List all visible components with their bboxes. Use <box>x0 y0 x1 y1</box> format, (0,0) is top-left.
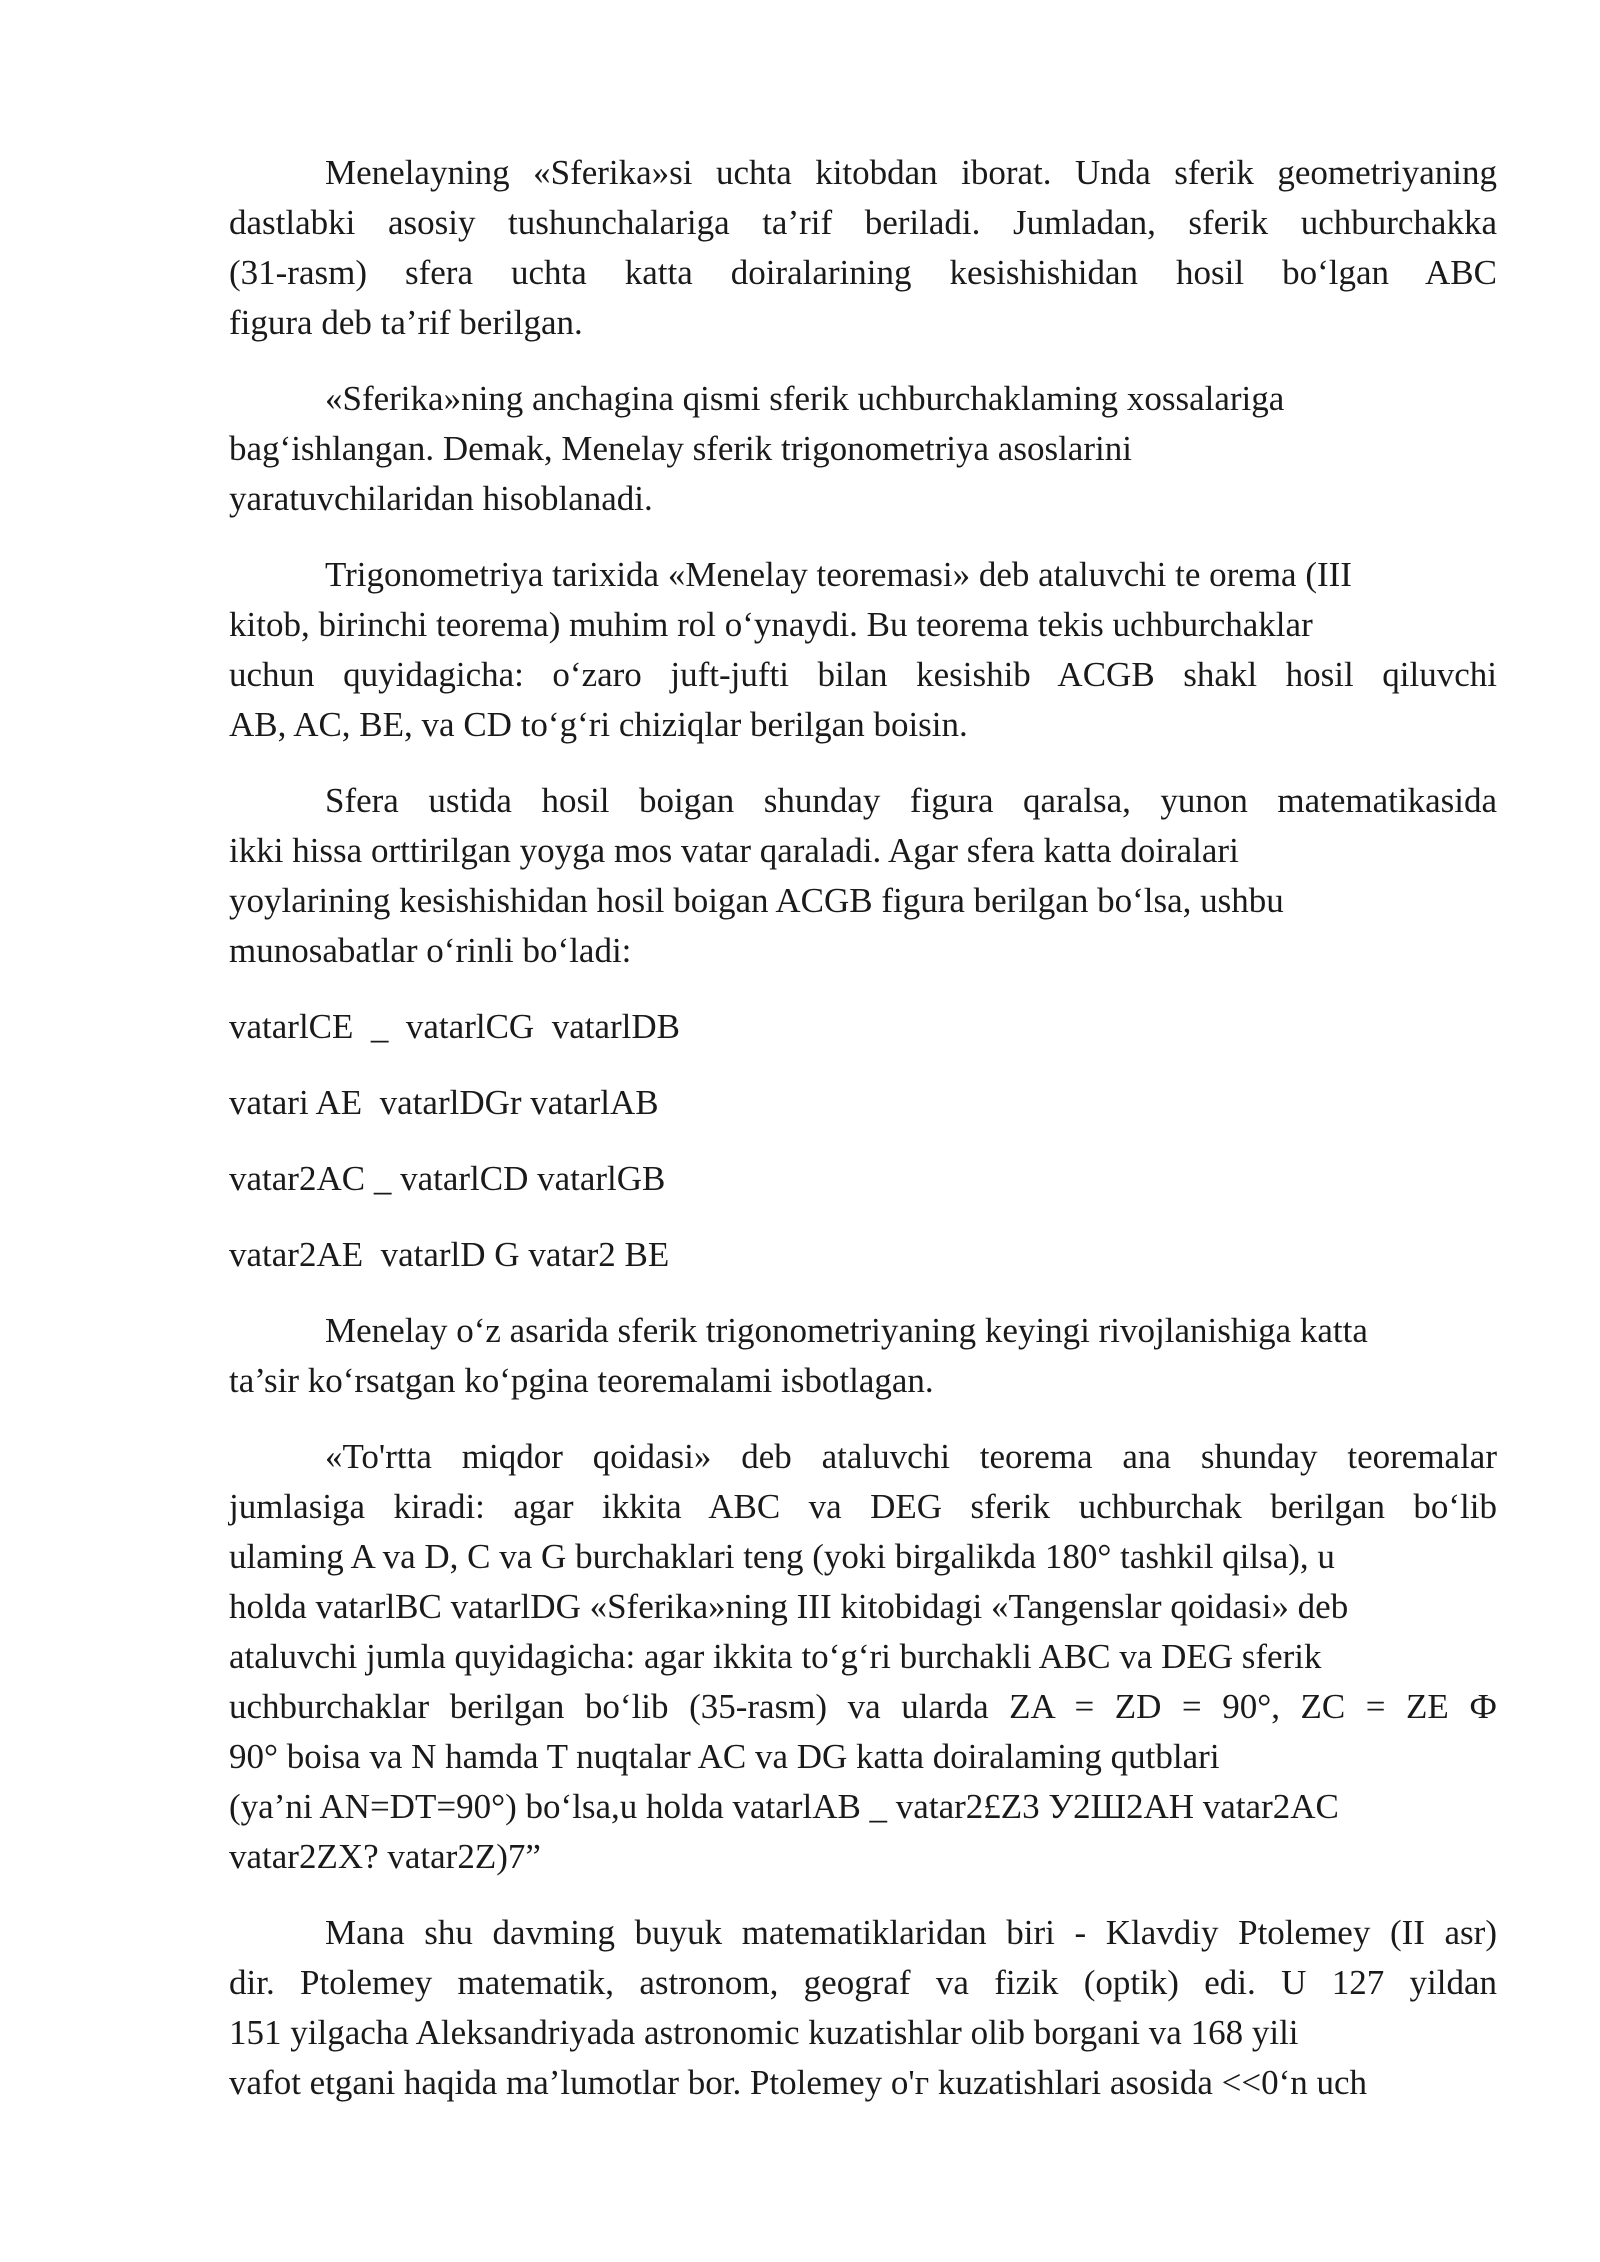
text-line: bag‘ishlangan. Demak, Menelay sferik trigonometriya asoslarini <box>229 429 1132 468</box>
paragraph-6 <box>229 1432 1497 1882</box>
text-line: uchun quyidagicha: o‘zaro juft-jufti bilan kesishib ACGB shakl hosil qiluvchi <box>229 655 1497 694</box>
paragraph-1 <box>229 148 1497 348</box>
text-line: 151 yilgacha Aleksandriyada astronomic kuzatishlar olib borgani va 168 yili <box>229 2013 1299 2052</box>
text-line: vatar2ZX? vatar2Z)7” <box>229 1837 541 1876</box>
text-line: 90° boisa va N hamda T nuqtalar AC va DG katta doiralaming qutblari <box>229 1737 1220 1776</box>
text-line: ataluvchi jumla quyidagicha: agar ikkita to‘g‘ri burchakli ABC va DEG sferik <box>229 1637 1322 1676</box>
text-line: ikki hissa orttirilgan yoyga mos vatar qaraladi. Agar sfera katta doiralari <box>229 831 1239 870</box>
text-line: yaratuvchilaridan hisoblanadi. <box>229 479 653 518</box>
text-line: Menelay o‘z asarida sferik trigonometriyaning keyingi rivojlanishiga katta <box>325 1311 1368 1350</box>
formula-line: vatar2AE vatarlD G vatar2 BE <box>229 1235 670 1274</box>
text-line: munosabatlar o‘rinli bo‘ladi: <box>229 931 632 970</box>
formula-line: vatari AE vatarlDGr vatarlAB <box>229 1083 659 1122</box>
text-line: Menelayning «Sferika»si uchta kitobdan iborat. Unda sferik geometriyaning <box>325 153 1497 192</box>
text-line: dir. Ptolemey matematik, astronom, geograf va fizik (optik) edi. U 127 yildan <box>229 1963 1497 2002</box>
paragraph-3 <box>229 550 1497 750</box>
text-line: «To'rtta miqdor qoidasi» deb ataluvchi teorema ana shunday teoremalar <box>325 1437 1497 1476</box>
paragraph-5 <box>229 1306 1497 1406</box>
text-line: dastlabki asosiy tushunchalariga ta’rif beriladi. Jumladan, sferik uchburchakka <box>229 203 1497 242</box>
paragraph-2 <box>229 374 1497 524</box>
text-line: yoylarining kesishishidan hosil boigan ACGB figura berilgan bo‘lsa, ushbu <box>229 881 1284 920</box>
paragraph-7 <box>229 1908 1497 2108</box>
document-body <box>229 148 1497 2134</box>
text-line: holda vatarlBC vatarlDG «Sferika»ning III kitobidagi «Tangenslar qoidasi» deb <box>229 1587 1349 1626</box>
text-line: jumlasiga kiradi: agar ikkita ABC va DEG sferik uchburchak berilgan bo‘lib <box>229 1487 1497 1526</box>
text-line: ulaming A va D, C va G burchaklari teng (yoki birgalikda 180° tashkil qilsa), u <box>229 1537 1335 1576</box>
paragraph-4 <box>229 776 1497 976</box>
text-line: Trigonometriya tarixida «Menelay teoremasi» deb ataluvchi te orema (III <box>325 555 1352 594</box>
text-line: uchburchaklar berilgan bo‘lib (35-rasm) va ularda ZA = ZD = 90°, ZC = ZE Ф <box>229 1687 1497 1726</box>
text-line: «Sferika»ning anchagina qismi sferik uchburchaklaming xossalariga <box>325 379 1285 418</box>
text-line: (ya’ni AN=DT=90°) bo‘lsa,u holda vatarlAB _ vatar2£Z3 У2Ш2АН vatar2AC <box>229 1787 1339 1826</box>
text-line: Mana shu davming buyuk matematiklaridan biri - Klavdiy Ptolemey (II asr) <box>325 1913 1497 1952</box>
text-line: vafot etgani haqida ma’lumotlar bor. Ptolemey o'г kuzatishlari asosida <<0‘n uch <box>229 2063 1368 2102</box>
text-line: Sfera ustida hosil boigan shunday figura qaralsa, yunon matematikasida <box>325 781 1497 820</box>
text-line: (31-rasm) sfera uchta katta doiralarining kesishishidan hosil bo‘lgan ABC <box>229 253 1497 292</box>
text-line: kitob, birinchi teorema) muhim rol o‘ynaydi. Bu teorema tekis uchburchaklar <box>229 605 1313 644</box>
text-line: ta’sir ko‘rsatgan ko‘pgina teoremalami isbotlagan. <box>229 1361 934 1400</box>
formula-line: vatar2AC _ vatarlCD vatarlGB <box>229 1159 666 1198</box>
text-line: AB, AC, BE, va CD to‘g‘ri chiziqlar berilgan boisin. <box>229 705 968 744</box>
text-line: figura deb ta’rif berilgan. <box>229 303 583 342</box>
formula-line: vatarlCE _ vatarlCG vatarlDB <box>229 1007 680 1046</box>
